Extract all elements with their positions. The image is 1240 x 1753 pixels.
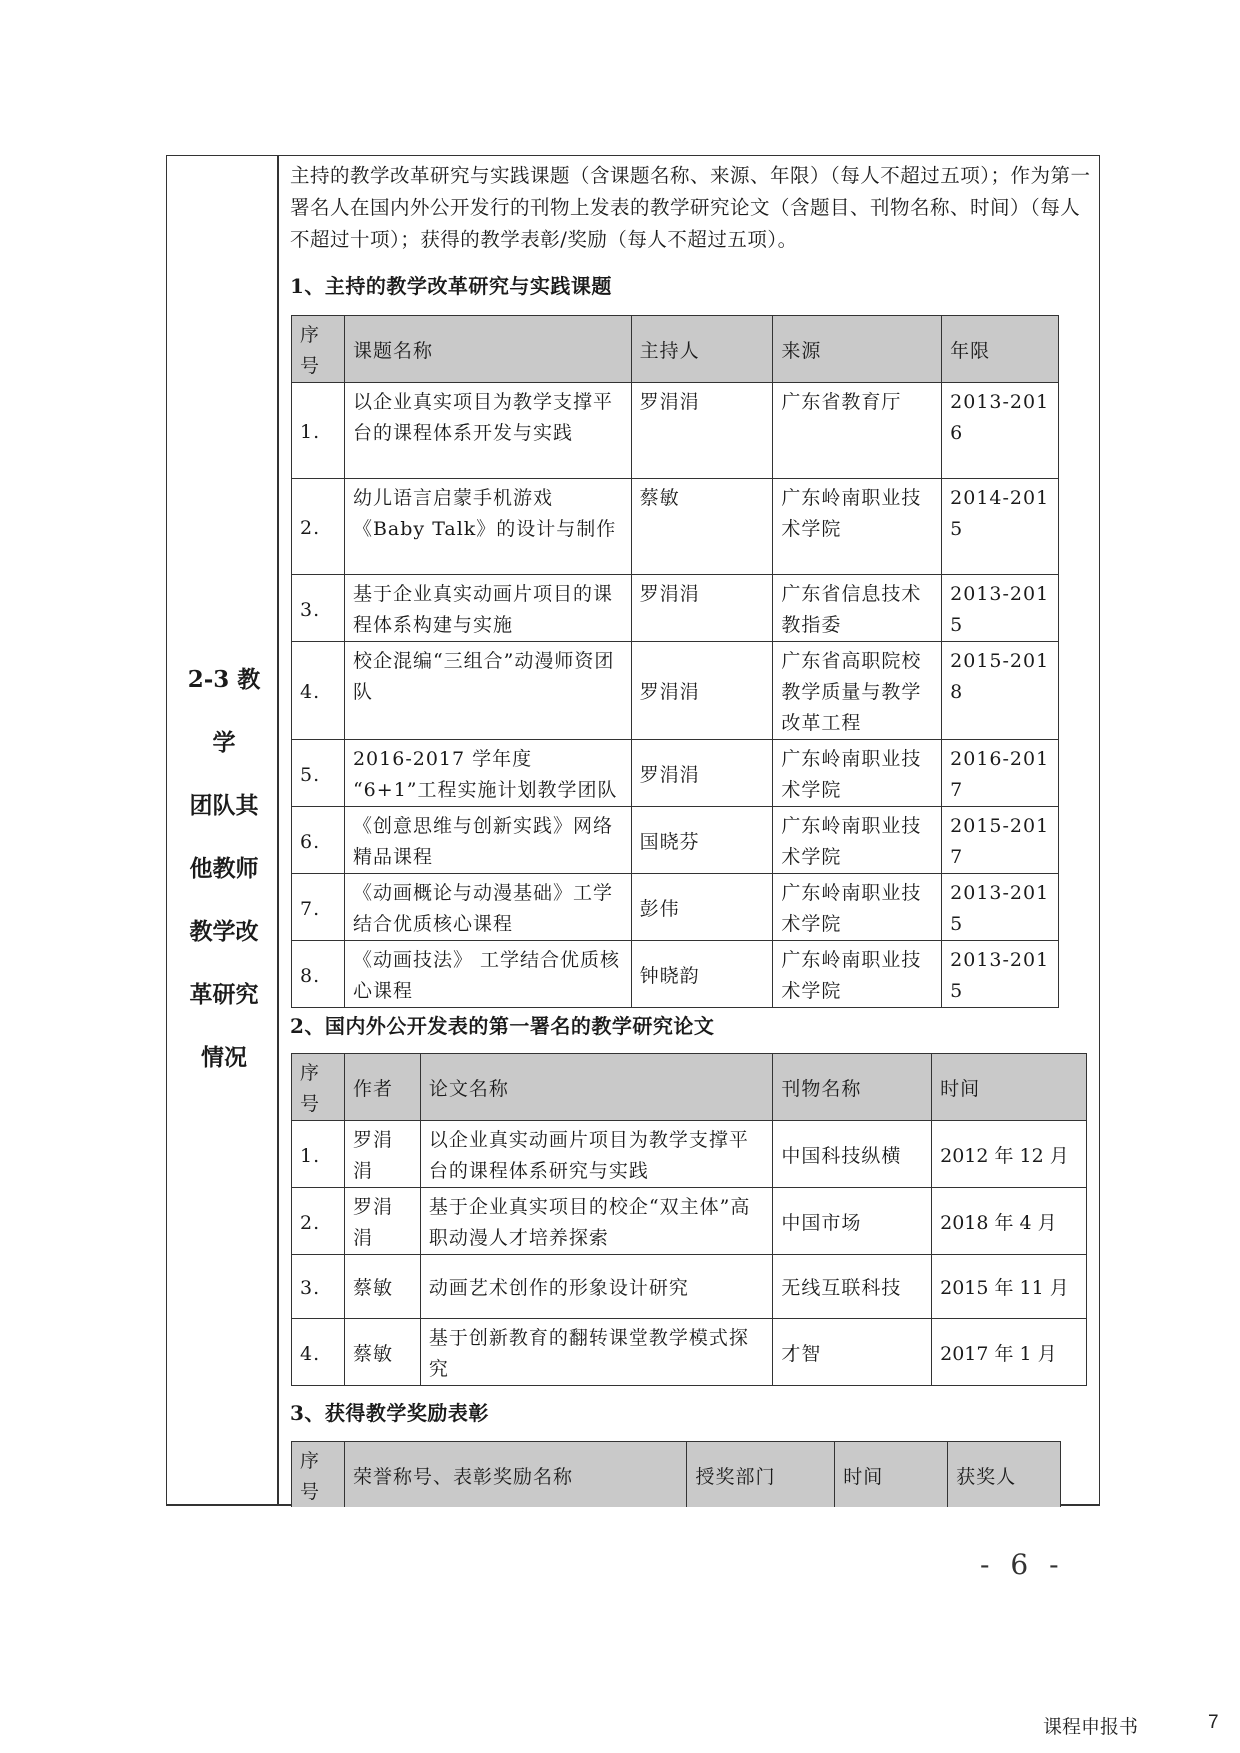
project-years: 2013-2016 [942, 383, 1059, 479]
journal-name: 中国市场 [773, 1188, 932, 1255]
project-years: 2016-2017 [942, 740, 1059, 807]
row-number: 1. [292, 383, 345, 479]
project-leader: 罗涓涓 [631, 575, 773, 642]
side-label-line: 团队其 [189, 792, 259, 819]
header-cell: 主持人 [631, 316, 773, 383]
project-leader: 国晓芬 [631, 807, 773, 874]
project-source: 广东岭南职业技术学院 [773, 941, 942, 1008]
table-row [292, 941, 1059, 1008]
paper-title: 基于企业真实项目的校企“双主体”高职动漫人才培养探索 [420, 1188, 772, 1255]
project-leader: 罗涓涓 [631, 383, 773, 479]
journal-name: 才智 [773, 1319, 932, 1386]
row-number: 2. [292, 479, 345, 575]
publish-date: 2017 年 1 月 [932, 1319, 1087, 1386]
publish-date: 2018 年 4 月 [932, 1188, 1087, 1255]
header-cell: 序号 [292, 1054, 345, 1121]
publish-date: 2015 年 11 月 [932, 1255, 1087, 1319]
project-years: 2013-2015 [942, 575, 1059, 642]
intro-paragraph: 主持的教学改革研究与实践课题（含课题名称、来源、年限）（每人不超过五项）；作为第一署名人在国内外公开发行的刊物上发表的教学研究论文（含题目、刊物名称、时间）（每人不超过十项）；获得的教学表彰/奖励（每人不超过五项）。 [290, 164, 1091, 251]
footer-page-number: 7 [1208, 1712, 1219, 1733]
project-name: 以企业真实项目为教学支撑平台的课程体系开发与实践 [344, 383, 631, 479]
project-leader: 蔡敏 [631, 479, 773, 575]
table-row [292, 1121, 1087, 1188]
row-number: 3. [292, 575, 345, 642]
project-source: 广东岭南职业技术学院 [773, 740, 942, 807]
section2-title: 2、国内外公开发表的第一署名的教学研究论文 [290, 1014, 715, 1038]
table-row [292, 1255, 1087, 1319]
table-row [292, 1188, 1087, 1255]
project-leader: 钟晓韵 [631, 941, 773, 1008]
project-source: 广东省信息技术教指委 [773, 575, 942, 642]
project-source: 广东岭南职业技术学院 [773, 479, 942, 575]
header-cell: 来源 [773, 316, 942, 383]
side-label-line: 他教师 [189, 855, 259, 882]
row-number: 5. [292, 740, 345, 807]
footer-title: 课程申报书 [1043, 1717, 1139, 1738]
project-name: 《创意思维与创新实践》网络精品课程 [344, 807, 631, 874]
side-label-line: 教学改 [189, 918, 259, 945]
journal-name: 无线互联科技 [773, 1255, 932, 1319]
project-name: 基于企业真实动画片项目的课程体系构建与实施 [344, 575, 631, 642]
header-cell: 序号 [292, 1442, 345, 1509]
row-number: 7. [292, 874, 345, 941]
project-years: 2015-2017 [942, 807, 1059, 874]
paper-author: 罗涓涓 [344, 1121, 420, 1188]
side-label-line: 2-3 教学 [187, 666, 261, 756]
side-label-line: 情况 [201, 1044, 247, 1071]
row-number: 1. [292, 1121, 345, 1188]
side-label-line: 革研究 [189, 981, 259, 1008]
project-leader: 罗涓涓 [631, 740, 773, 807]
project-leader: 彭伟 [631, 874, 773, 941]
project-source: 广东省教育厅 [773, 383, 942, 479]
table-row [292, 807, 1059, 874]
row-number: 6. [292, 807, 345, 874]
row-number: 3. [292, 1255, 345, 1319]
header-cell: 作者 [344, 1054, 420, 1121]
project-source: 广东省高职院校教学质量与教学改革工程 [773, 642, 942, 740]
project-name: 幼儿语言启蒙手机游戏《Baby Talk》的设计与制作 [344, 479, 631, 575]
project-years: 2014-2015 [942, 479, 1059, 575]
header-cell: 序号 [292, 316, 345, 383]
paper-title: 以企业真实动画片项目为教学支撑平台的课程体系研究与实践 [420, 1121, 772, 1188]
paper-author: 罗涓涓 [344, 1188, 420, 1255]
header-cell: 荣誉称号、表彰奖励名称 [344, 1442, 686, 1509]
header-cell: 课题名称 [344, 316, 631, 383]
section1-title: 1、主持的教学改革研究与实践课题 [290, 274, 612, 298]
papers-table [291, 1053, 1087, 1386]
project-name: 2016-2017 学年度 “6+1”工程实施计划教学团队 [344, 740, 631, 807]
header-cell: 刊物名称 [773, 1054, 932, 1121]
table-header-row [292, 316, 1059, 383]
header-cell: 年限 [942, 316, 1059, 383]
paper-author: 蔡敏 [344, 1319, 420, 1386]
table-row [292, 740, 1059, 807]
table-row [292, 383, 1059, 479]
paper-title: 动画艺术创作的形象设计研究 [420, 1255, 772, 1319]
table-header-row [292, 1442, 1061, 1509]
projects-table [291, 315, 1059, 1008]
publish-date: 2012 年 12 月 [932, 1121, 1087, 1188]
header-cell: 时间 [835, 1442, 948, 1509]
table-row [292, 1319, 1087, 1386]
table-row [292, 479, 1059, 575]
project-years: 2013-2015 [942, 941, 1059, 1008]
row-number: 4. [292, 1319, 345, 1386]
project-name: 《动画概论与动漫基础》工学结合优质核心课程 [344, 874, 631, 941]
paper-title: 基于创新教育的翻转课堂教学模式探究 [420, 1319, 772, 1386]
header-cell: 授奖部门 [687, 1442, 835, 1509]
table-row [292, 642, 1059, 740]
project-years: 2013-2015 [942, 874, 1059, 941]
table-row [292, 874, 1059, 941]
project-name: 《动画技法》 工学结合优质核心课程 [344, 941, 631, 1008]
project-years: 2015-2018 [942, 642, 1059, 740]
section3-title: 3、获得教学奖励表彰 [290, 1401, 489, 1425]
header-cell: 论文名称 [420, 1054, 772, 1121]
journal-name: 中国科技纵横 [773, 1121, 932, 1188]
page-cut-mask [278, 1507, 1108, 1547]
paper-author: 蔡敏 [344, 1255, 420, 1319]
table-row [292, 575, 1059, 642]
table-header-row [292, 1054, 1087, 1121]
project-source: 广东岭南职业技术学院 [773, 874, 942, 941]
column-divider [277, 155, 279, 1505]
page-number: - 6 - [980, 1548, 1065, 1581]
awards-table [291, 1441, 1061, 1509]
project-source: 广东岭南职业技术学院 [773, 807, 942, 874]
header-cell: 获奖人 [948, 1442, 1061, 1509]
row-number: 2. [292, 1188, 345, 1255]
row-number: 8. [292, 941, 345, 1008]
project-leader: 罗涓涓 [631, 642, 773, 740]
project-name: 校企混编“三组合”动漫师资团队 [344, 642, 631, 740]
side-label [178, 648, 270, 1089]
row-number: 4. [292, 642, 345, 740]
header-cell: 时间 [932, 1054, 1087, 1121]
